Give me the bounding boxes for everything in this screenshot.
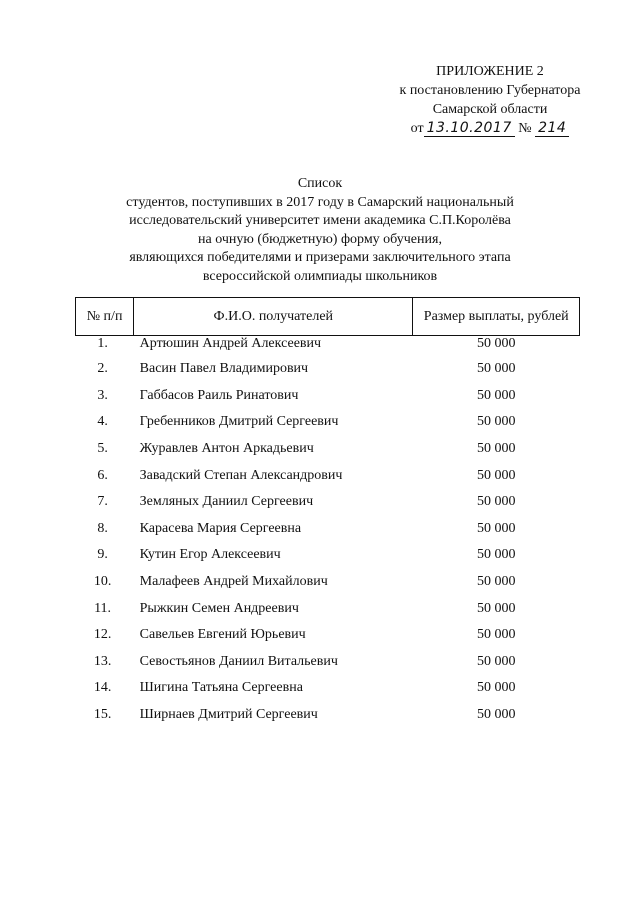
row-number: 5. [97,441,108,457]
table-row [76,409,580,436]
number-prefix: № [518,121,532,136]
payment-amount: 50 000 [476,707,516,723]
table-row [76,336,580,357]
recipient-name: Савельев Евгений Юрьевич [139,627,306,643]
document-title [60,175,580,286]
payment-amount: 50 000 [476,627,516,643]
recipient-name: Ширнаев Дмитрий Сергеевич [139,707,318,723]
row-number: 2. [97,361,108,377]
row-number: 6. [97,467,108,483]
table-row [76,569,580,596]
payment-amount: 50 000 [476,467,516,483]
table-row [76,462,580,489]
row-number: 4. [97,414,108,430]
recipient-name: Рыжкин Семен Андреевич [139,600,299,616]
appendix-date-number-line [360,119,620,138]
row-number: 3. [97,387,108,403]
recipient-name: Гребенников Дмитрий Сергеевич [139,414,339,430]
payment-amount: 50 000 [476,441,516,457]
recipient-name: Шигина Татьяна Сергеевна [139,680,303,696]
row-number: 7. [97,494,108,510]
payment-amount: 50 000 [476,574,516,590]
title-line-4: на очную (бюджетную) форму обучения, [198,231,442,247]
table-row [76,542,580,569]
title-line-2: студентов, поступивших в 2017 году в Самарский национальный [126,194,514,210]
recipients-table [75,297,580,728]
row-number: 12. [93,627,112,643]
recipient-name: Васин Павел Владимирович [139,361,309,377]
payment-amount: 50 000 [476,547,516,563]
payment-amount: 50 000 [476,414,516,430]
payment-amount: 50 000 [476,680,516,696]
appendix-title: ПРИЛОЖЕНИЕ 2 [436,64,544,79]
title-line-3: исследовательский университет имени академика С.П.Королёва [129,213,511,228]
recipient-name: Малафеев Андрей Михайлович [139,574,328,590]
payment-amount: 50 000 [476,387,516,403]
table-row [76,595,580,622]
table-header-row [76,298,580,336]
row-number: 8. [97,520,108,536]
title-line-6: всероссийской олимпиады школьников [202,268,438,284]
recipient-name: Габбасов Раиль Ринатович [139,387,299,403]
table-row [76,489,580,516]
payment-amount: 50 000 [476,600,516,616]
payment-amount: 50 000 [476,336,516,351]
payment-amount: 50 000 [476,520,516,536]
recipient-name: Журавлев Антон Аркадьевич [139,441,314,457]
date-prefix: от [410,121,424,136]
table-body [76,336,580,729]
header-number: № п/п [76,298,134,336]
table-row [76,356,580,383]
row-number: 14. [93,680,112,696]
row-number: 15. [93,707,112,723]
table-row [76,622,580,649]
row-number: 9. [97,547,108,563]
row-number: 1. [97,336,108,351]
recipient-name: Кутин Егор Алексеевич [139,547,281,563]
table-row [76,516,580,543]
recipient-name: Завадский Степан Александрович [139,467,343,483]
recipient-name: Артюшин Андрей Алексеевич [139,336,322,351]
recipient-name: Севостьянов Даниил Витальевич [139,653,338,669]
handwritten-date: 13.10.2017 [424,120,515,137]
appendix-header [360,62,620,138]
table-row [76,702,580,729]
row-number: 13. [93,653,112,669]
table-row [76,675,580,702]
table-row [76,649,580,676]
header-amount: Размер выплаты, рублей [413,298,580,336]
title-line-1: Список [297,176,343,191]
title-line-5: являющихся победителями и призерами заключительного этапа [129,250,511,265]
handwritten-number: 214 [535,120,569,137]
payment-amount: 50 000 [476,494,516,510]
recipient-name: Карасева Мария Сергеевна [139,520,302,536]
payment-amount: 50 000 [476,653,516,669]
row-number: 10. [93,574,112,590]
appendix-region-line: Самарской области [432,102,548,117]
table-row [76,436,580,463]
payment-amount: 50 000 [476,361,516,377]
recipient-name: Земляных Даниил Сергеевич [139,494,314,510]
appendix-decree-line: к постановлению Губернатора [399,83,581,98]
row-number: 11. [94,600,112,616]
header-name: Ф.И.О. получателей [134,298,413,336]
table-row [76,383,580,410]
